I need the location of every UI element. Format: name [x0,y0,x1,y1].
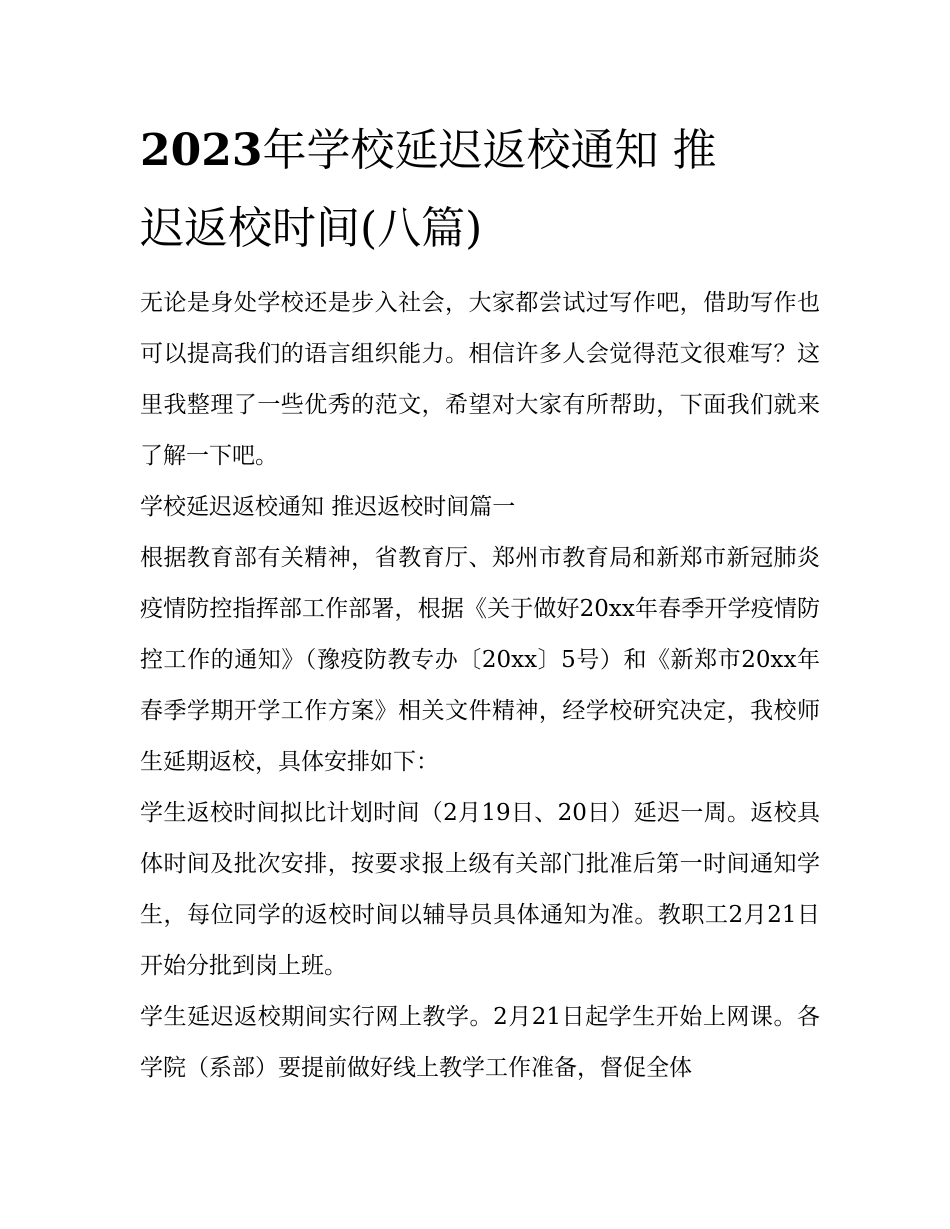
title-year: 2023 [140,125,263,176]
intro-paragraph: 无论是身处学校还是步入社会，大家都尝试过写作吧，借助写作也可以提高我们的语言组织能力。相信许多人会觉得范文很难写？这里我整理了一些优秀的范文，希望对大家有所帮助，下面我们就来了解一下吧。 [140,290,820,469]
body-paragraph: 学生返校时间拟比计划时间（2月19日、20日）延迟一周。返校具体时间及批次安排，按要求报上级有关部门批准后第一时间通知学生，每位同学的返校时间以辅导员具体通知为准。教职工2月21日开始分批到岗上班。 [140,800,820,979]
title-line2-text: 迟返校时间(八篇) [140,203,483,254]
body-paragraph: 根据教育部有关精神，省教育厅、郑州市教育局和新郑市新冠肺炎疫情防控指挥部工作部署，根据《关于做好20xx年春季开学疫情防控工作的通知》（豫疫防教专办〔20xx〕5号）和《新郑市20xx年春季学期开学工作方案》相关文件精神，经学校研究决定，我校师生延期返校，具体安排如下： [140,545,820,775]
document-title [140,112,820,268]
document-body [140,278,820,1094]
document-page [140,112,820,1094]
section-heading: 学校延迟返校通知 推迟返校时间篇一 [140,494,516,520]
body-paragraph: 学生延迟返校期间实行网上教学。2月21日起学生开始上网课。各学院（系部）要提前做好线上教学工作准备，督促全体 [140,1004,820,1081]
title-line1-text: 年学校延迟返校通知 推 [262,125,717,176]
